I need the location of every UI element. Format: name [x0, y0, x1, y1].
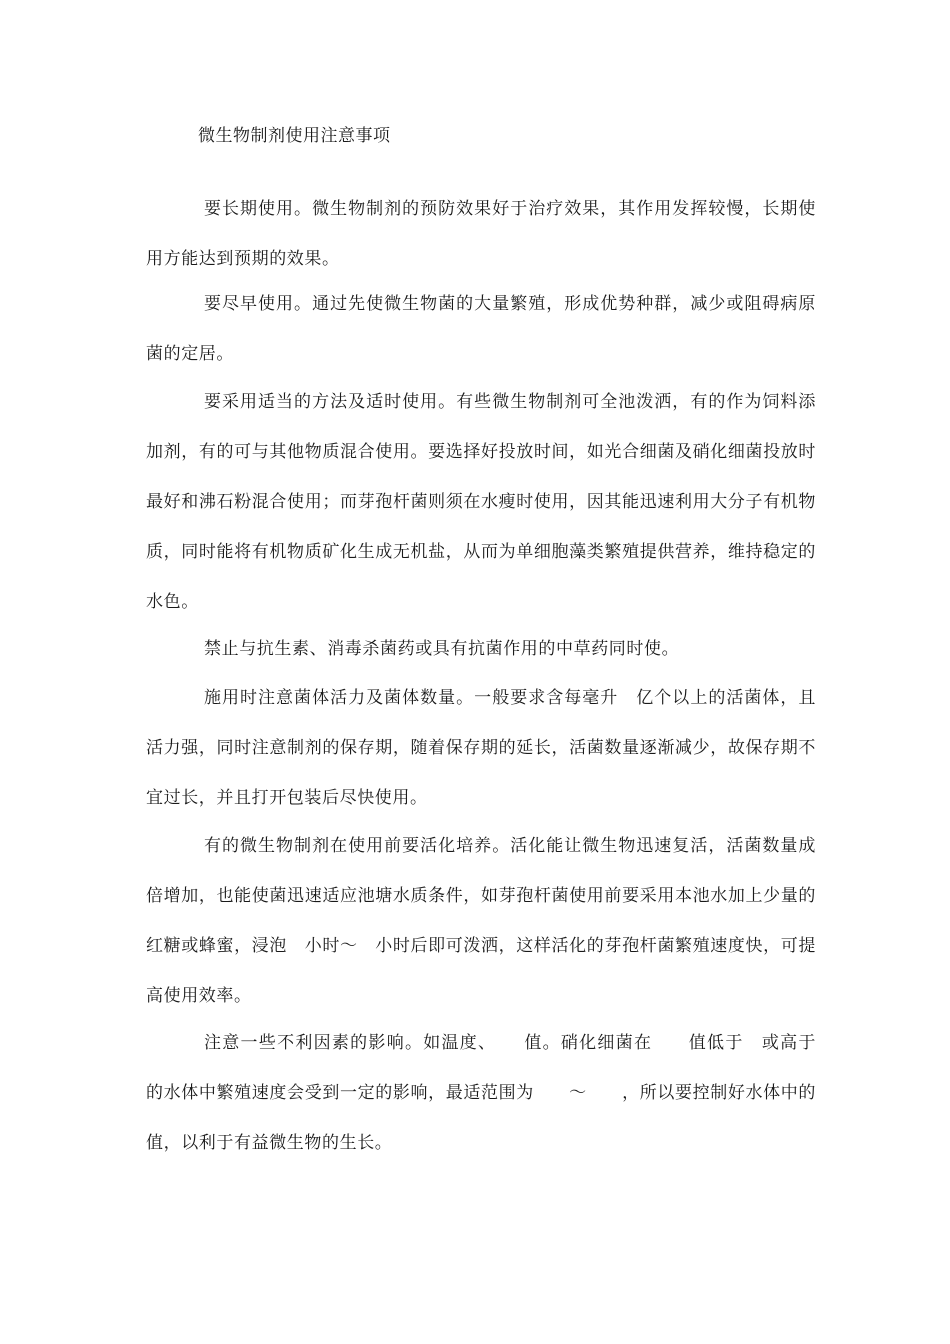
document-title: 微生物制剂使用注意事项	[198, 126, 391, 146]
paragraph-early-use: 要尽早使用。通过先使微生物菌的大量繁殖，形成优势种群，减少或阻碍病原菌的定居。	[146, 294, 816, 364]
paragraph-activation: 有的微生物制剂在使用前要活化培养。活化能让微生物迅速复活，活菌数量成倍增加，也能使菌迅速适应池塘水质条件，如芽孢杆菌使用前要采用本池水加上少量的红糖或蜂蜜，浸泡 小时～ 小时后即可泼洒，这样活化的芽孢杆菌繁殖速度快，可提高使用效率。	[146, 836, 816, 1006]
paragraph-long-term-use: 要长期使用。微生物制剂的预防效果好于治疗效果，其作用发挥较慢，长期使用方能达到预期的效果。	[146, 199, 816, 269]
paragraph-adverse-factors: 注意一些不利因素的影响。如温度、 值。硝化细菌在 值低于 或高于 的水体中繁殖速度会受到一定的影响，最适范围为 ～ ，所以要控制好水体中的 值，以利于有益微生物的生长。	[146, 1033, 852, 1153]
paragraph-prohibition: 禁止与抗生素、消毒杀菌药或具有抗菌作用的中草药同时使。	[204, 639, 680, 659]
paragraph-viability: 施用时注意菌体活力及菌体数量。一般要求含每毫升 亿个以上的活菌体，且活力强，同时注意制剂的保存期，随着保存期的延长，活菌数量逐渐减少，故保存期不宜过长，并且打开包装后尽快使用。	[146, 688, 816, 808]
paragraph-application-method: 要采用适当的方法及适时使用。有些微生物制剂可全池泼洒，有的作为饲料添加剂，有的可与其他物质混合使用。要选择好投放时间，如光合细菌及硝化细菌投放时最好和沸石粉混合使用；而芽孢杆菌则须在水瘦时使用，因其能迅速利用大分子有机物质，同时能将有机物质矿化生成无机盐，从而为单细胞藻类繁殖提供营养，维持稳定的水色。	[146, 392, 816, 612]
